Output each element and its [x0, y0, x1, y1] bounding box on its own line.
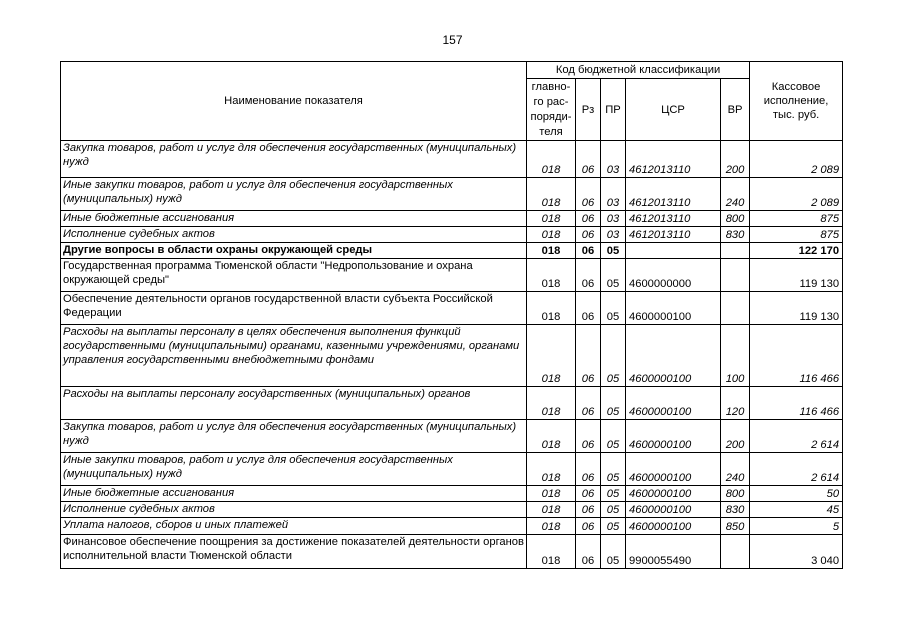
- row-csr: 4600000100: [626, 502, 721, 518]
- row-glava: 018: [527, 227, 576, 243]
- table-row: [61, 535, 843, 569]
- row-vr: [721, 243, 750, 259]
- row-glava: 018: [527, 453, 576, 486]
- row-amount: 119 130: [750, 292, 843, 325]
- row-vr: 100: [721, 325, 750, 387]
- row-pr: 05: [601, 502, 626, 518]
- row-rz: 06: [576, 141, 601, 178]
- table-row: [61, 325, 843, 387]
- header-csr: ЦСР: [626, 79, 721, 141]
- row-name: Другие вопросы в области охраны окружающей среды: [61, 243, 527, 259]
- row-vr: [721, 292, 750, 325]
- row-pr: 05: [601, 325, 626, 387]
- header-name: Наименование показателя: [61, 62, 527, 141]
- row-vr: 800: [721, 211, 750, 227]
- header-rz: Рз: [576, 79, 601, 141]
- row-name: Расходы на выплаты персоналу в целях обеспечения выполнения функций государственными (муниципальными) органами, казенными учреждениями, органами управления государственными внебюджетными фондами: [61, 325, 527, 387]
- row-name: Иные бюджетные ассигнования: [61, 211, 527, 227]
- row-pr: 05: [601, 259, 626, 292]
- row-pr: 05: [601, 535, 626, 569]
- row-rz: 06: [576, 325, 601, 387]
- row-amount: 50: [750, 486, 843, 502]
- table-row: [61, 292, 843, 325]
- row-csr: 4612013110: [626, 227, 721, 243]
- row-amount: 3 040: [750, 535, 843, 569]
- row-csr: 4612013110: [626, 141, 721, 178]
- row-csr: 4600000100: [626, 325, 721, 387]
- row-amount: 2 614: [750, 420, 843, 453]
- header-amount: Кассовое исполнение, тыс. руб.: [750, 62, 843, 141]
- row-rz: 06: [576, 178, 601, 211]
- row-pr: 03: [601, 211, 626, 227]
- row-amount: 5: [750, 518, 843, 535]
- row-pr: 05: [601, 486, 626, 502]
- row-csr: 4600000100: [626, 518, 721, 535]
- row-rz: 06: [576, 243, 601, 259]
- row-csr: 9900055490: [626, 535, 721, 569]
- row-rz: 06: [576, 518, 601, 535]
- row-name: Финансовое обеспечение поощрения за достижение показателей деятельности органов исполнительной власти Тюменской области: [61, 535, 527, 569]
- row-pr: 03: [601, 227, 626, 243]
- row-glava: 018: [527, 387, 576, 420]
- row-rz: 06: [576, 535, 601, 569]
- row-glava: 018: [527, 486, 576, 502]
- row-glava: 018: [527, 325, 576, 387]
- row-csr: 4600000100: [626, 453, 721, 486]
- row-csr: 4612013110: [626, 211, 721, 227]
- row-amount: 2 614: [750, 453, 843, 486]
- row-glava: 018: [527, 420, 576, 453]
- row-vr: 240: [721, 178, 750, 211]
- table-row: [61, 227, 843, 243]
- row-name: Исполнение судебных актов: [61, 502, 527, 518]
- row-pr: 05: [601, 292, 626, 325]
- row-glava: 018: [527, 292, 576, 325]
- row-glava: 018: [527, 211, 576, 227]
- row-amount: 2 089: [750, 141, 843, 178]
- row-vr: [721, 259, 750, 292]
- row-pr: 05: [601, 387, 626, 420]
- table-row: [61, 420, 843, 453]
- row-name: Исполнение судебных актов: [61, 227, 527, 243]
- table-row: [61, 211, 843, 227]
- row-glava: 018: [527, 259, 576, 292]
- table-row: [61, 178, 843, 211]
- row-name: Обеспечение деятельности органов государственной власти субъекта Российской Федерации: [61, 292, 527, 325]
- row-amount: 122 170: [750, 243, 843, 259]
- header-code-group: Код бюджетной классификации: [527, 62, 750, 79]
- row-pr: 05: [601, 518, 626, 535]
- table-row: [61, 518, 843, 535]
- row-vr: 800: [721, 486, 750, 502]
- row-name: Иные закупки товаров, работ и услуг для обеспечения государственных (муниципальных) нужд: [61, 178, 527, 211]
- row-amount: 116 466: [750, 387, 843, 420]
- table-row: [61, 243, 843, 259]
- row-glava: 018: [527, 535, 576, 569]
- row-vr: 830: [721, 502, 750, 518]
- row-csr: 4600000100: [626, 420, 721, 453]
- row-name: Иные бюджетные ассигнования: [61, 486, 527, 502]
- row-rz: 06: [576, 387, 601, 420]
- row-pr: 03: [601, 178, 626, 211]
- table-row: [61, 486, 843, 502]
- row-vr: 200: [721, 141, 750, 178]
- row-pr: 05: [601, 243, 626, 259]
- table-row: [61, 259, 843, 292]
- row-vr: 830: [721, 227, 750, 243]
- row-csr: [626, 243, 721, 259]
- row-csr: 4600000100: [626, 486, 721, 502]
- row-rz: 06: [576, 486, 601, 502]
- row-glava: 018: [527, 518, 576, 535]
- row-glava: 018: [527, 178, 576, 211]
- row-name: Государственная программа Тюменской области "Недропользование и охрана окружающей среды": [61, 259, 527, 292]
- row-pr: 03: [601, 141, 626, 178]
- row-csr: 4600000100: [626, 387, 721, 420]
- row-amount: 45: [750, 502, 843, 518]
- row-rz: 06: [576, 420, 601, 453]
- row-vr: 200: [721, 420, 750, 453]
- row-name: Закупка товаров, работ и услуг для обеспечения государственных (муниципальных) нужд: [61, 420, 527, 453]
- row-csr: 4600000000: [626, 259, 721, 292]
- row-rz: 06: [576, 453, 601, 486]
- budget-table: [60, 61, 843, 569]
- row-amount: 119 130: [750, 259, 843, 292]
- row-name: Иные закупки товаров, работ и услуг для обеспечения государственных (муниципальных) нужд: [61, 453, 527, 486]
- header-pr: ПР: [601, 79, 626, 141]
- row-name: Расходы на выплаты персоналу государственных (муниципальных) органов: [61, 387, 527, 420]
- row-amount: 116 466: [750, 325, 843, 387]
- table-row: [61, 502, 843, 518]
- row-amount: 875: [750, 211, 843, 227]
- row-csr: 4600000100: [626, 292, 721, 325]
- row-vr: 850: [721, 518, 750, 535]
- row-rz: 06: [576, 259, 601, 292]
- header-vr: ВР: [721, 79, 750, 141]
- row-name: Уплата налогов, сборов и иных платежей: [61, 518, 527, 535]
- row-glava: 018: [527, 141, 576, 178]
- row-glava: 018: [527, 502, 576, 518]
- row-name: Закупка товаров, работ и услуг для обеспечения государственных (муниципальных) нужд: [61, 141, 527, 178]
- row-glava: 018: [527, 243, 576, 259]
- row-pr: 05: [601, 453, 626, 486]
- row-amount: 875: [750, 227, 843, 243]
- row-rz: 06: [576, 292, 601, 325]
- row-amount: 2 089: [750, 178, 843, 211]
- row-rz: 06: [576, 502, 601, 518]
- row-vr: 240: [721, 453, 750, 486]
- table-row: [61, 387, 843, 420]
- table-row: [61, 453, 843, 486]
- header-glava: главно- го рас- поряди- теля: [527, 79, 576, 141]
- row-vr: [721, 535, 750, 569]
- page-number: 157: [442, 33, 463, 47]
- row-rz: 06: [576, 227, 601, 243]
- row-csr: 4612013110: [626, 178, 721, 211]
- row-pr: 05: [601, 420, 626, 453]
- row-rz: 06: [576, 211, 601, 227]
- row-vr: 120: [721, 387, 750, 420]
- table-row: [61, 141, 843, 178]
